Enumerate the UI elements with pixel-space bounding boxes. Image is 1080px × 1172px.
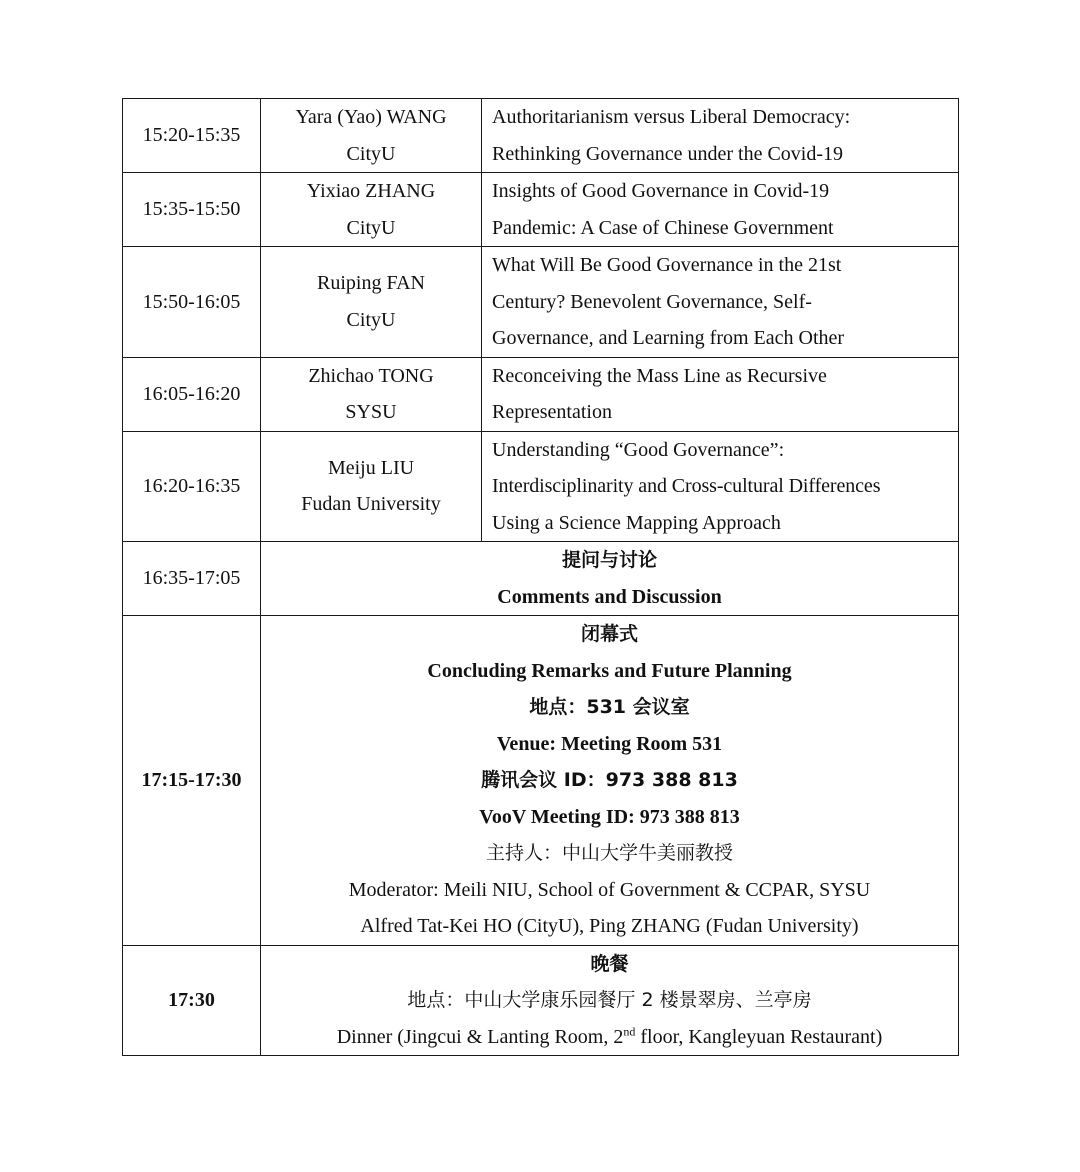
speaker-name: Yara (Yao) WANG [295,106,447,128]
time-slot: 16:05-16:20 [142,382,241,405]
talk-title-cell [482,431,959,542]
closing-cell [261,616,959,946]
closing-meeting-id-en: VooV Meeting ID: 973 388 813 [479,805,740,828]
speaker-affiliation: CityU [346,308,396,331]
speaker-cell [261,247,482,358]
time-cell [123,173,261,247]
discussion-title-en: Comments and Discussion [497,585,722,608]
time-slot: 17:30 [168,989,215,1011]
talk-title-line: Representation [492,401,612,423]
time-cell [123,357,261,431]
talk-title-cell [482,173,959,247]
speaker-cell [261,173,482,247]
speaker-cell [261,357,482,431]
dinner-venue-en-part: floor, Kangleyuan Restaurant) [635,1025,883,1048]
table-row [123,99,959,173]
dinner-row [123,945,959,1056]
closing-title-en: Concluding Remarks and Future Planning [427,659,792,682]
talk-title-cell [482,357,959,431]
discussion-cell [261,542,959,616]
dinner-cell [261,945,959,1056]
speaker-affiliation: SYSU [345,401,397,423]
speaker-cell [261,431,482,542]
time-cell [123,431,261,542]
closing-meeting-id-cn: 腾讯会议 ID：973 388 813 [481,769,738,791]
talk-title-line: Using a Science Mapping Approach [492,511,781,534]
speaker-name: Yixiao ZHANG [306,180,436,202]
table-row [123,247,959,358]
time-slot: 17:15-17:30 [141,769,242,791]
speaker-affiliation: Fudan University [301,493,441,516]
talk-title-cell [482,99,959,173]
talk-title-line: Interdisciplinarity and Cross-cultural Differences [492,475,881,497]
closing-row [123,616,959,946]
time-slot: 16:20-16:35 [142,475,241,497]
time-slot: 15:20-15:35 [142,124,241,147]
talk-title-line: What Will Be Good Governance in the 21st [492,254,842,276]
closing-title-cn: 闭幕式 [580,623,638,645]
talk-title-line: Reconceiving the Mass Line as Recursive [492,364,827,387]
time-slot: 16:35-17:05 [142,567,241,590]
closing-moderator-cn: 主持人：中山大学牛美丽教授 [485,842,733,864]
time-cell [123,99,261,173]
talk-title-line: Understanding “Good Governance”: [492,438,785,461]
table-row [123,173,959,247]
time-slot: 15:50-16:05 [142,290,241,313]
closing-venue-cn: 地点：531 会议室 [529,696,690,718]
talk-title-line: Rethinking Governance under the Covid-19 [492,142,844,165]
table-row [123,357,959,431]
talk-title-line: Century? Benevolent Governance, Self- [492,290,812,313]
ordinal-suffix: nd [623,1023,636,1038]
speaker-name: Meiju LIU [327,456,415,479]
talk-title-line: Authoritarianism versus Liberal Democracy: [492,106,851,128]
time-cell [123,247,261,358]
dinner-venue-cn: 地点：中山大学康乐园餐厅 2 楼景翠房、兰亭房 [407,989,812,1011]
table-row [123,431,959,542]
speaker-affiliation: CityU [346,142,396,165]
talk-title-line: Pandemic: A Case of Chinese Government [492,216,834,239]
time-cell [123,945,261,1056]
discussion-row [123,542,959,616]
time-cell [123,616,261,946]
time-cell [123,542,261,616]
speaker-name: Ruiping FAN [317,272,425,295]
discussion-title-cn: 提问与讨论 [561,549,657,571]
schedule-table [122,98,959,1056]
dinner-venue-en-part: Dinner (Jingcui & Lanting Room, 2 [336,1025,624,1048]
closing-participants: Alfred Tat-Kei HO (CityU), Ping ZHANG (Fudan University) [360,915,859,937]
closing-venue-en: Venue: Meeting Room 531 [496,732,723,755]
talk-title-line: Governance, and Learning from Each Other [492,327,845,349]
dinner-venue-en [261,1019,958,1056]
closing-moderator-en: Moderator: Meili NIU, School of Government & CCPAR, SYSU [348,878,871,901]
time-slot: 15:35-15:50 [142,198,241,221]
speaker-name: Zhichao TONG [308,364,434,387]
talk-title-cell [482,247,959,358]
speaker-cell [261,99,482,173]
dinner-title-cn: 晚餐 [590,952,629,975]
speaker-affiliation: CityU [346,216,396,239]
talk-title-line: Insights of Good Governance in Covid-19 [492,180,830,202]
